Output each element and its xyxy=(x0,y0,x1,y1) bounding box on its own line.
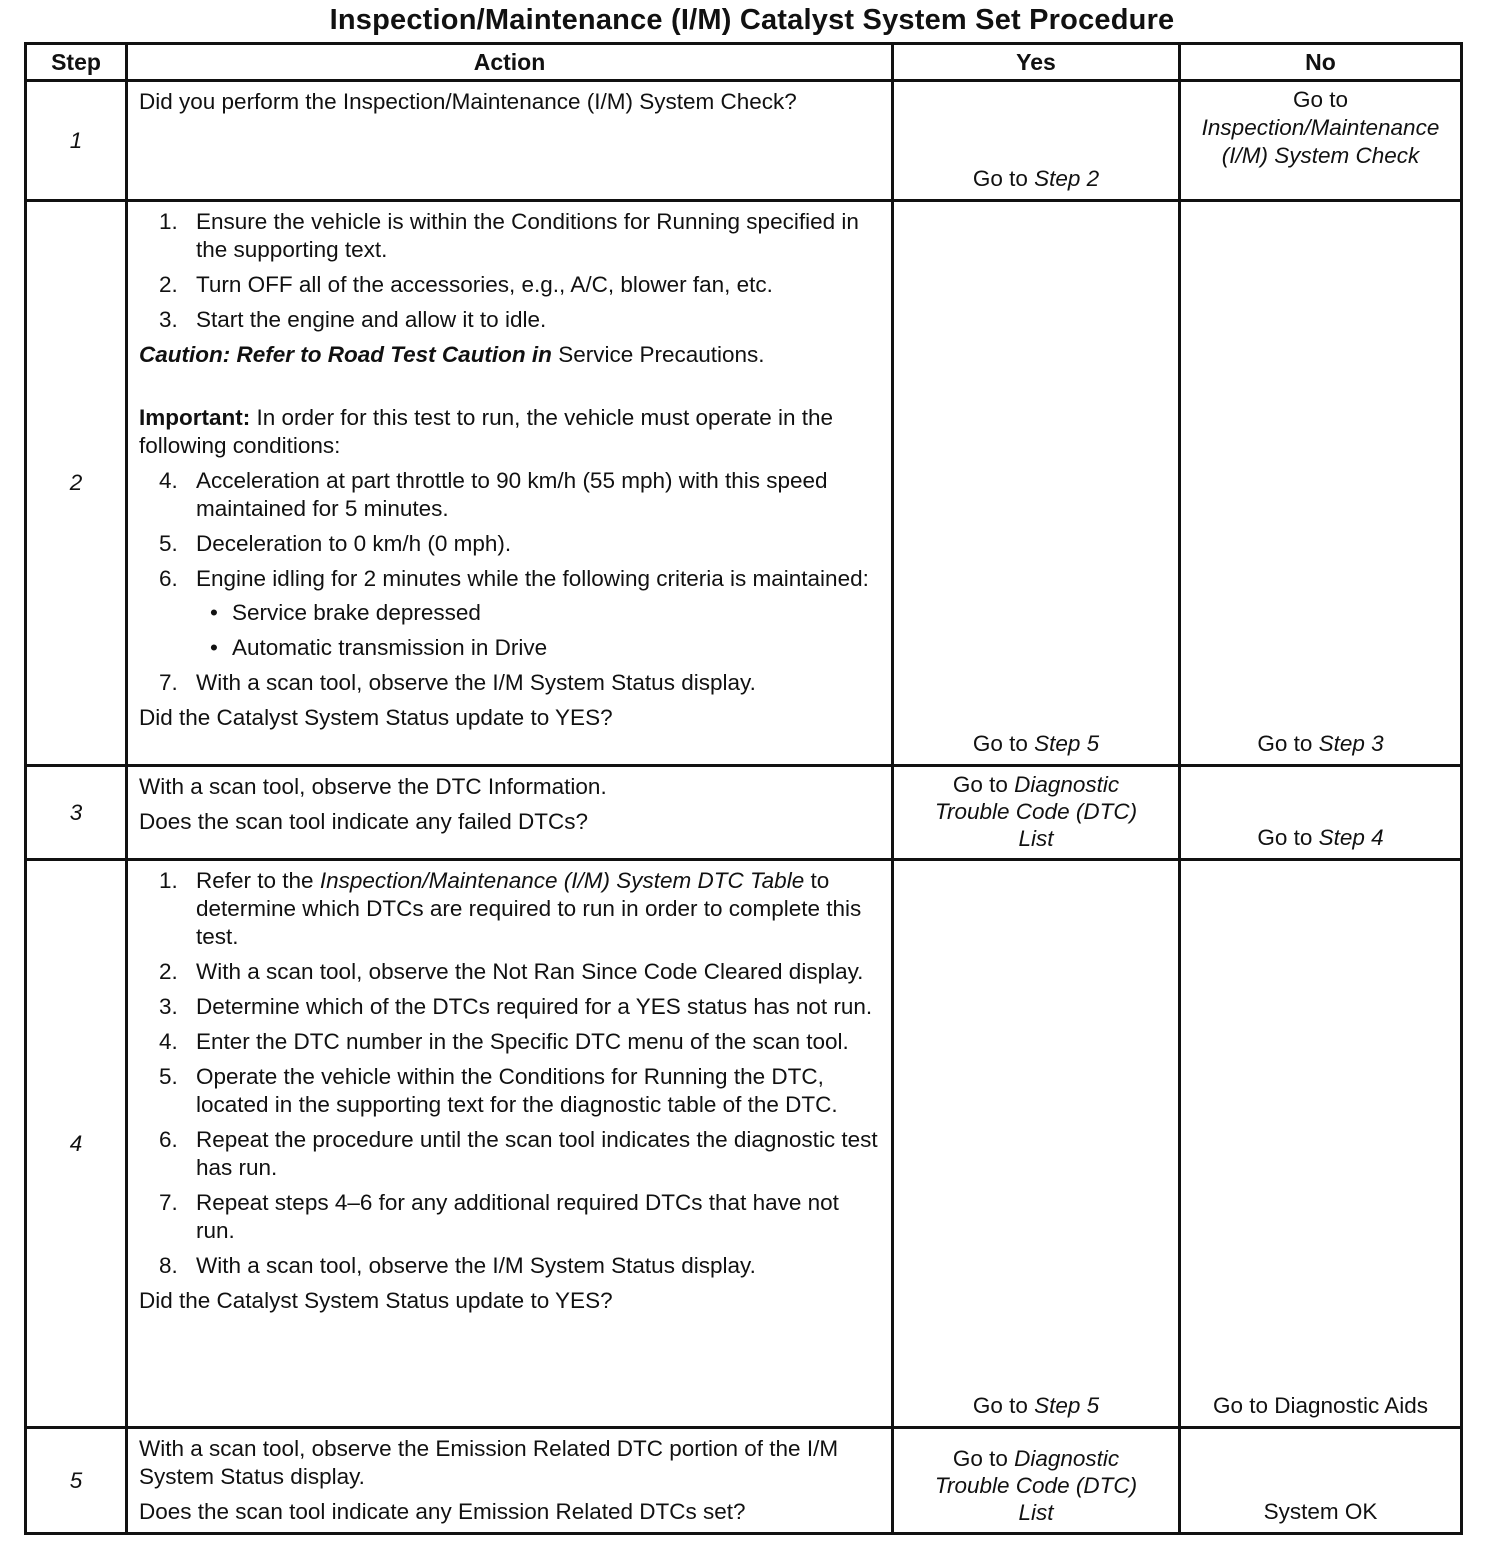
table-row xyxy=(26,1428,1462,1534)
yes-link[interactable]: Step 2 xyxy=(1034,166,1100,191)
item-text: Refer to the xyxy=(196,868,314,893)
important-text: In order for this test to run, the vehicle must operate in the following conditions: xyxy=(139,405,834,458)
list-item xyxy=(139,958,881,986)
list-item xyxy=(139,1028,881,1056)
action-cell xyxy=(127,1428,893,1534)
list-item xyxy=(139,867,881,951)
item-number: 5. xyxy=(159,1064,178,1089)
item-text: Ensure the vehicle is within the Conditions for Running specified in the supporting text. xyxy=(196,209,859,262)
item-text: Determine which of the DTCs required for a YES status has not run. xyxy=(196,994,873,1019)
list-item xyxy=(139,1189,881,1245)
item-text: With a scan tool, observe the Not Ran Since Code Cleared display. xyxy=(196,959,864,984)
header-step: Step xyxy=(26,44,127,81)
caution-note xyxy=(139,341,881,369)
important-note xyxy=(139,404,881,460)
item-number: 7. xyxy=(159,670,178,695)
yes-prefix: Go to xyxy=(972,166,1028,191)
question: Did the Catalyst System Status update to YES? xyxy=(139,705,613,730)
action-cell xyxy=(127,81,893,201)
no-prefix: Go to xyxy=(1257,731,1313,756)
no-link-line-1[interactable]: Inspection/Maintenance xyxy=(1201,115,1440,140)
item-number: 8. xyxy=(159,1253,178,1278)
item-text: Turn OFF all of the accessories, e.g., A/C, blower fan, etc. xyxy=(196,272,773,297)
item-text: Enter the DTC number in the Specific DTC menu of the scan tool. xyxy=(196,1029,849,1054)
action-cell xyxy=(127,766,893,860)
list-item xyxy=(139,1126,881,1182)
question: Does the scan tool indicate any failed DTCs? xyxy=(139,809,588,834)
step-number: 2 xyxy=(26,201,127,766)
procedure-table xyxy=(24,42,1463,1535)
step-number: 3 xyxy=(26,766,127,860)
item-number: 3. xyxy=(159,307,178,332)
item-number: 6. xyxy=(159,566,178,591)
action-cell xyxy=(127,860,893,1428)
caution-reference[interactable]: Service Precautions. xyxy=(558,342,765,367)
item-number: 1. xyxy=(159,209,178,234)
important-label: Important: xyxy=(139,405,251,430)
no-prefix: Go to xyxy=(1257,825,1313,850)
yes-cell[interactable] xyxy=(893,1428,1180,1534)
item-text: Operate the vehicle within the Conditions for Running the DTC, located in the supporting text for the diagnostic table of the DTC. xyxy=(196,1064,838,1117)
table-row xyxy=(26,201,1462,766)
yes-link[interactable]: Step 5 xyxy=(1034,731,1100,756)
bullet-item: • Automatic transmission in Drive xyxy=(196,634,881,662)
no-prefix: Go to xyxy=(1292,87,1349,112)
substep-list xyxy=(139,467,881,697)
bullet-item: • Service brake depressed xyxy=(196,599,881,627)
yes-prefix: Go to xyxy=(952,772,1008,797)
item-text: Start the engine and allow it to idle. xyxy=(196,307,547,332)
step-number: 1 xyxy=(26,81,127,201)
no-link[interactable]: Step 4 xyxy=(1318,825,1384,850)
yes-prefix: Go to xyxy=(972,1393,1028,1418)
item-number: 4. xyxy=(159,1029,178,1054)
item-number: 2. xyxy=(159,959,178,984)
table-row xyxy=(26,766,1462,860)
item-text: to determine which DTCs are required to run in order to complete this test. xyxy=(196,868,862,949)
yes-cell[interactable] xyxy=(893,766,1180,860)
header-yes: Yes xyxy=(893,44,1180,81)
table-row xyxy=(26,860,1462,1428)
yes-link-line-1[interactable]: Diagnostic xyxy=(1014,1446,1120,1471)
substep-list xyxy=(139,867,881,1280)
list-item xyxy=(139,565,881,662)
step-number: 4 xyxy=(26,860,127,1428)
header-no: No xyxy=(1180,44,1462,81)
no-cell[interactable] xyxy=(1180,860,1462,1428)
yes-cell[interactable] xyxy=(893,201,1180,766)
question: Did you perform the Inspection/Maintenance (I/M) System Check? xyxy=(139,89,797,114)
yes-link-line-2[interactable]: Trouble Code (DTC) xyxy=(934,799,1138,824)
yes-link-line-2[interactable]: Trouble Code (DTC) xyxy=(934,1473,1138,1498)
no-cell[interactable] xyxy=(1180,81,1462,201)
no-result: System OK xyxy=(1263,1499,1378,1524)
item-number: 4. xyxy=(159,468,178,493)
yes-link-line-3[interactable]: List xyxy=(1018,826,1054,851)
item-number: 5. xyxy=(159,531,178,556)
instruction: With a scan tool, observe the DTC Information. xyxy=(139,774,607,799)
item-number: 3. xyxy=(159,994,178,1019)
list-item xyxy=(139,669,881,697)
no-link-line-2[interactable]: (I/M) System Check xyxy=(1221,143,1420,168)
item-text: Deceleration to 0 km/h (0 mph). xyxy=(196,531,512,556)
list-item xyxy=(139,1252,881,1280)
yes-link-line-1[interactable]: Diagnostic xyxy=(1014,772,1120,797)
item-number: 7. xyxy=(159,1190,178,1215)
item-text: With a scan tool, observe the I/M System Status display. xyxy=(196,1253,756,1278)
list-item xyxy=(139,208,881,264)
item-text: Repeat the procedure until the scan tool indicates the diagnostic test has run. xyxy=(196,1127,878,1180)
no-link[interactable]: Step 3 xyxy=(1318,731,1384,756)
list-item xyxy=(139,1063,881,1119)
yes-cell[interactable] xyxy=(893,81,1180,201)
question: Does the scan tool indicate any Emission Related DTCs set? xyxy=(139,1499,746,1524)
list-item xyxy=(139,467,881,523)
item-text: Repeat steps 4–6 for any additional required DTCs that have not run. xyxy=(196,1190,839,1243)
list-item xyxy=(139,530,881,558)
item-number: 1. xyxy=(159,868,178,893)
item-number: 6. xyxy=(159,1127,178,1152)
item-number: 2. xyxy=(159,272,178,297)
bullet-list xyxy=(196,599,881,662)
no-cell[interactable] xyxy=(1180,201,1462,766)
question: Did the Catalyst System Status update to YES? xyxy=(139,1288,613,1313)
step-number: 5 xyxy=(26,1428,127,1534)
instruction: With a scan tool, observe the Emission Related DTC portion of the I/M System Status display. xyxy=(139,1436,839,1489)
action-cell xyxy=(127,201,893,766)
item-text: Acceleration at part throttle to 90 km/h (55 mph) with this speed maintained for 5 minutes. xyxy=(196,468,828,521)
table-header-row xyxy=(26,44,1462,81)
table-row xyxy=(26,81,1462,201)
yes-prefix: Go to xyxy=(972,731,1028,756)
list-item xyxy=(139,993,881,1021)
list-item xyxy=(139,271,881,299)
no-cell xyxy=(1180,1428,1462,1534)
dtc-table-link[interactable]: Inspection/Maintenance (I/M) System DTC Table xyxy=(319,868,805,893)
caution-label: Caution: Refer to Road Test Caution in xyxy=(139,342,552,367)
no-link[interactable]: Go to Diagnostic Aids xyxy=(1212,1393,1429,1418)
list-item xyxy=(139,306,881,334)
substep-list xyxy=(139,208,881,334)
item-text: Engine idling for 2 minutes while the following criteria is maintained: xyxy=(196,566,869,591)
yes-link[interactable]: Step 5 xyxy=(1034,1393,1100,1418)
header-action: Action xyxy=(127,44,893,81)
item-text: With a scan tool, observe the I/M System Status display. xyxy=(196,670,756,695)
page-title: Inspection/Maintenance (I/M) Catalyst System Set Procedure xyxy=(329,4,1175,36)
yes-prefix: Go to xyxy=(952,1446,1008,1471)
no-cell[interactable] xyxy=(1180,766,1462,860)
yes-link-line-3[interactable]: List xyxy=(1018,1500,1054,1525)
yes-cell[interactable] xyxy=(893,860,1180,1428)
